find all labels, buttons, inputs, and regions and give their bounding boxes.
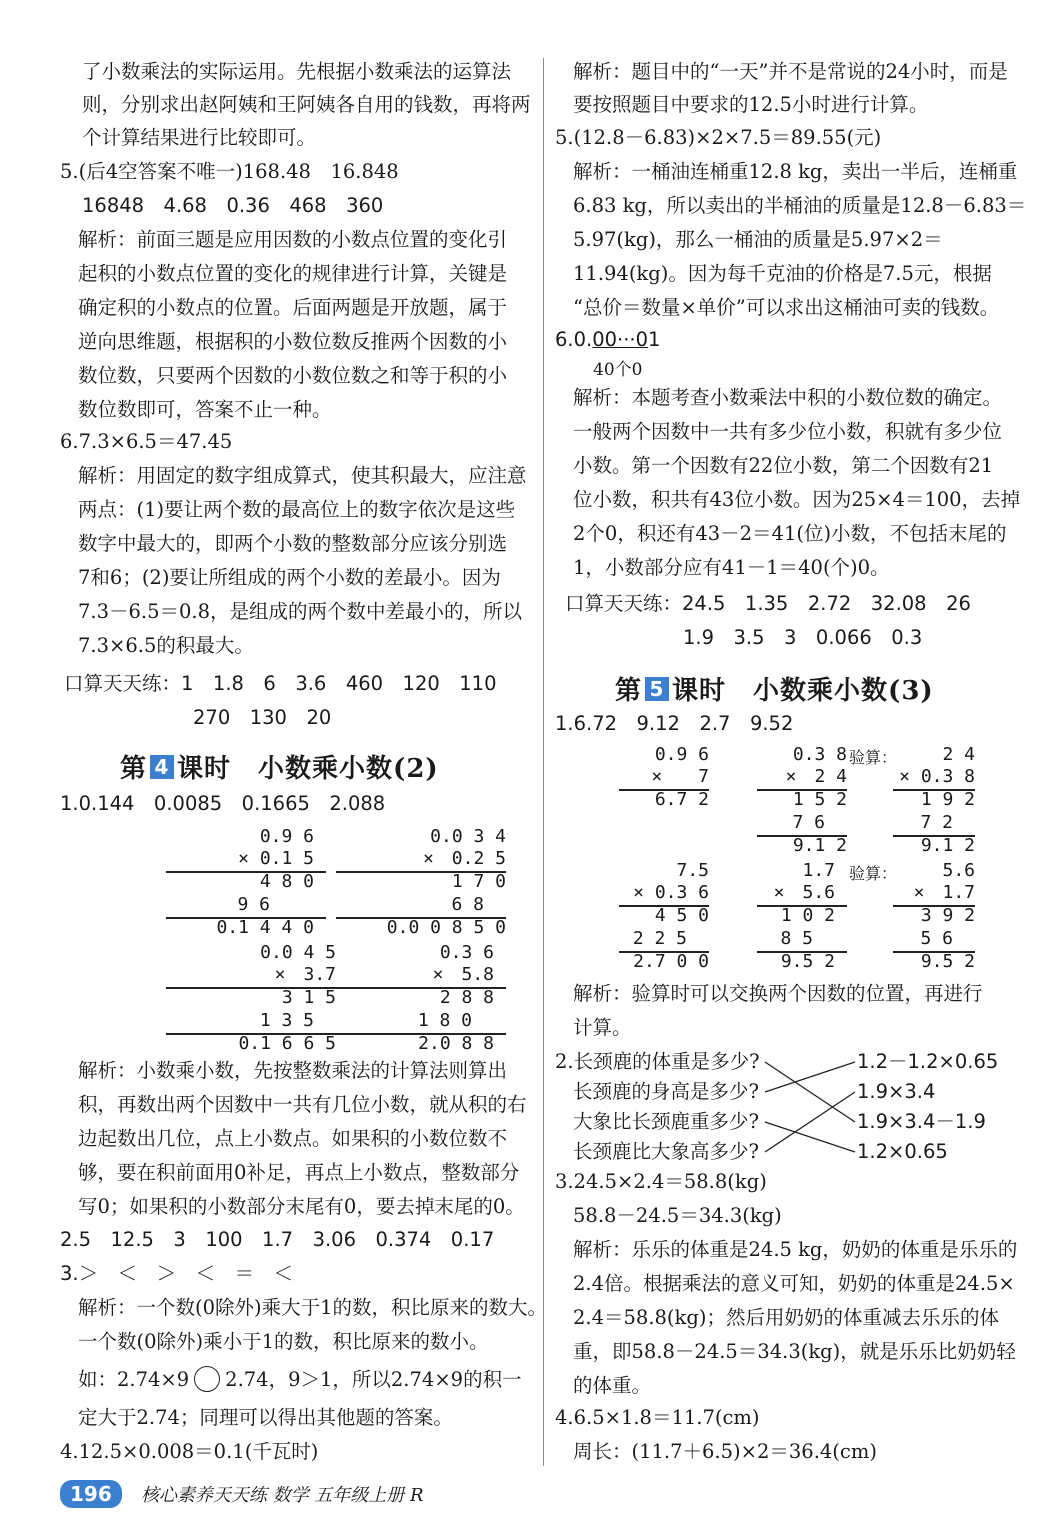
calc-line: 0.3 8 xyxy=(792,744,847,765)
text-line: 重，即58.8－24.5＝34.3(kg)，就是乐乐比奶奶轻 xyxy=(573,1340,1016,1363)
text-line: 11.94(kg)。因为每千克油的价格是7.5元，根据 xyxy=(573,262,992,285)
text-line: 数位数即可，答案不止一种。 xyxy=(78,398,332,421)
text-line: 要按照题目中要求的12.5小时进行计算。 xyxy=(573,93,929,116)
match-question: 2.长颈鹿的体重是多少? xyxy=(555,1050,760,1073)
text-line: 写0；如果积的小数部分末尾有0，要去掉末尾的0。 xyxy=(78,1195,525,1218)
calc-line: 3 1 5 xyxy=(281,987,336,1008)
check-label: 验算： xyxy=(849,864,898,883)
answer-6-zeros: 00···0 xyxy=(592,328,649,351)
text-line: 2.4倍。根据乘法的意义可知，奶奶的体重是24.5× xyxy=(573,1272,1015,1295)
text-line: 够，要在积前面用0补足，再点上小数点，整数部分 xyxy=(78,1161,520,1184)
example-prefix: 如：2.74×9 xyxy=(78,1368,190,1391)
text-line: 2.4＝58.8(kg)；然后用奶奶的体重减去乐乐的体 xyxy=(573,1306,999,1329)
section-1-answers: 1.6.72 9.12 2.7 9.52 xyxy=(555,712,794,735)
title-prefix: 第 xyxy=(615,676,643,706)
calc-line: 2 8 8 xyxy=(439,987,494,1008)
text-line: 解析：一桶油连桶重12.8 kg，卖出一半后，连桶重 xyxy=(573,160,1018,183)
text-line: 计算。 xyxy=(573,1016,632,1039)
match-answer: 1.9×3.4－1.9 xyxy=(857,1110,986,1133)
calc-line: × 5.6 xyxy=(773,882,835,903)
calc-line: 6.7 2 xyxy=(654,789,709,810)
calc-line: 0.1 6 6 5 xyxy=(238,1033,336,1054)
text-line: 解析：前面三题是应用因数的小数点位置的变化引 xyxy=(78,228,508,251)
calc-line: 7 6 xyxy=(792,812,825,833)
calc-line: 2.7 0 0 xyxy=(633,951,709,972)
text-line: 6.83 kg，所以卖出的半桶油的质量是12.8－6.83＝ xyxy=(573,194,1027,217)
lesson-number-badge: 4 xyxy=(150,755,174,779)
calc-line: 1 7 0 xyxy=(451,871,506,892)
text-line: 起积的小数点位置的变化的规律进行计算，关键是 xyxy=(78,262,508,285)
text-line: 了小数乘法的实际运用。先根据小数乘法的运算法 xyxy=(82,60,512,83)
match-question: 大象比长颈鹿重多少? xyxy=(573,1110,759,1133)
calc-line: 7.5 xyxy=(676,860,709,881)
answer-6-prefix: 6.0. xyxy=(555,328,593,351)
text-line: 1，小数部分应有41－1＝40(个)0。 xyxy=(573,556,890,579)
answer-5: 5.(12.8－6.83)×2×7.5＝89.55(元) xyxy=(555,126,882,149)
calc-line: 1 5 2 xyxy=(792,789,847,810)
calc-line: × 2 4 xyxy=(785,766,847,787)
text-line: 7.3×6.5的积最大。 xyxy=(78,634,254,657)
text-line: “总价＝数量×单价”可以求出这桶油可卖的钱数。 xyxy=(573,296,1000,319)
title-suffix: 课时 小数乘小数(3) xyxy=(672,676,934,706)
calc-line: 1 0 2 xyxy=(780,905,835,926)
calc-line: 4 8 0 xyxy=(259,871,314,892)
answer-6-last: 1 xyxy=(648,328,661,351)
text-line: 小数。第一个因数有22位小数，第二个因数有21 xyxy=(573,454,994,477)
calc-line: 9.1 2 xyxy=(920,835,975,856)
calc-line: 8 5 xyxy=(780,928,813,949)
match-answer: 1.2－1.2×0.65 xyxy=(857,1050,999,1073)
calc-line: × 0.1 5 xyxy=(238,848,314,869)
book-title: 核心素养天天练 数学 五年级上册 R xyxy=(140,1485,424,1506)
answer-3: 3.24.5×2.4＝58.8(kg) xyxy=(555,1170,767,1193)
text-line: 逆向思维题，根据积的小数位数反推两个因数的小 xyxy=(78,330,508,353)
calc-line: 6 8 xyxy=(451,894,484,915)
oral-practice-cont: 270 130 20 xyxy=(193,706,332,729)
text-line: 一个数(0除外)乘小于1的数，积比原来的数小。 xyxy=(78,1330,489,1353)
calc-line: 9.1 2 xyxy=(792,835,847,856)
answer-3-step: 58.8－24.5＝34.3(kg) xyxy=(573,1204,782,1227)
text-line: 数字中最大的，即两个小数的整数部分应该分别选 xyxy=(78,532,508,555)
section-2-answers: 2.5 12.5 3 100 1.7 3.06 0.374 0.17 xyxy=(60,1228,495,1251)
text-line: 解析：用固定的数字组成算式，使其积最大，应注意 xyxy=(78,464,527,487)
page-number: 196 xyxy=(60,1480,122,1508)
text-line xyxy=(78,1366,522,1394)
calc-line: 9.5 2 xyxy=(780,951,835,972)
text-line: 7和6；(2)要让所组成的两个小数的差最小。因为 xyxy=(78,566,501,589)
vertical-calc-b xyxy=(336,826,506,941)
match-question: 长颈鹿的身高是多少? xyxy=(573,1080,759,1103)
example-suffix: 2.74，9＞1，所以2.74×9的积一 xyxy=(225,1368,522,1391)
answer-4: 4.12.5×0.008＝0.1(千瓦时) xyxy=(60,1440,319,1463)
text-line: 解析：验算时可以交换两个因数的位置，再进行 xyxy=(573,982,983,1005)
answer-4: 4.6.5×1.8＝11.7(cm) xyxy=(555,1406,760,1429)
calc-line: × 5.8 xyxy=(432,964,494,985)
calc-line: 1 8 0 xyxy=(417,1010,472,1031)
calc-line: 0.0 0 8 5 0 xyxy=(386,917,506,938)
calc-line: 7 2 xyxy=(920,812,953,833)
text-line: 解析：小数乘小数，先按整数乘法的计算法则算出 xyxy=(78,1059,508,1082)
text-line: 则，分别求出赵阿姨和王阿姨各自用的钱数，再将两 xyxy=(82,93,531,116)
section-1-answers: 1.0.144 0.0085 0.1665 2.088 xyxy=(60,792,386,815)
text-line: 确定积的小数点的位置。后面两题是开放题，属于 xyxy=(78,296,508,319)
text-line: 边起数出几位，点上小数点。如果积的小数位数不 xyxy=(78,1127,508,1150)
calc-line: 0.3 6 xyxy=(439,942,494,963)
column-divider xyxy=(543,58,544,1466)
match-question: 长颈鹿比大象高多少? xyxy=(573,1140,759,1163)
calc-line: 1 9 2 xyxy=(920,789,975,810)
title-prefix: 第 xyxy=(120,754,148,784)
calc-line: 0.9 6 xyxy=(259,826,314,847)
answer-6: 6.7.3×6.5＝47.45 xyxy=(60,430,233,453)
page-footer xyxy=(60,1480,424,1508)
vertical-calc-d xyxy=(336,942,506,1057)
calc-line: 9 6 xyxy=(237,894,270,915)
answer-4-step: 周长：(11.7＋6.5)×2＝36.4(cm) xyxy=(573,1440,877,1463)
text-line: 2个0，积还有43－2＝41(位)小数，不包括末尾的 xyxy=(573,522,1007,545)
title-suffix: 课时 小数乘小数(2) xyxy=(177,754,439,784)
calc-line: 5.6 xyxy=(942,860,975,881)
calc-line: 2 2 5 xyxy=(632,928,687,949)
calc-line: × 3.7 xyxy=(274,964,336,985)
lesson-number-badge: 5 xyxy=(645,677,669,701)
calc-line: × 0.3 6 xyxy=(633,882,709,903)
vertical-calc-c xyxy=(166,942,336,1057)
calc-line: 9.5 2 xyxy=(920,951,975,972)
text-line: 两点：(1)要让两个数的最高位上的数字依次是这些 xyxy=(78,498,516,521)
answer-5-values: 16848 4.68 0.36 468 360 xyxy=(82,194,384,217)
text-line: 5.97(kg)，那么一桶油的质量是5.97×2＝ xyxy=(573,228,943,251)
calc-line: 1.7 xyxy=(802,860,835,881)
calc-line: 5 6 xyxy=(920,928,953,949)
text-line: 解析：乐乐的体重是24.5 kg，奶奶的体重是乐乐的 xyxy=(573,1238,1018,1261)
text-line: 个计算结果进行比较即可。 xyxy=(82,126,317,149)
calc-line: × 1.7 xyxy=(913,882,975,903)
calc-line: 0.1 4 4 0 xyxy=(216,917,314,938)
check-label: 验算： xyxy=(849,748,898,767)
calc-line: 0.9 6 xyxy=(654,744,709,765)
text-line: 一般两个因数中一共有多少位小数，积就有多少位 xyxy=(573,420,1003,443)
text-line: 积，再数出两个因数中一共有几位小数，就从积的右 xyxy=(78,1093,527,1116)
blank-circle xyxy=(194,1366,220,1392)
calc-line: 2.0 8 8 xyxy=(418,1033,494,1054)
text-line: 定大于2.74；同理可以得出其他题的答案。 xyxy=(78,1406,453,1429)
vertical-calc-a xyxy=(166,826,326,941)
calc-line: 1 3 5 xyxy=(259,1010,314,1031)
text-line: 7.3－6.5＝0.8，是组成的两个数中差最小的，所以 xyxy=(78,600,523,623)
calc-line: 0.0 3 4 xyxy=(430,826,506,847)
text-line: 解析：一个数(0除外)乘大于1的数，积比原来的数大。 xyxy=(78,1296,548,1319)
oral-practice-cont: 1.9 3.5 3 0.066 0.3 xyxy=(683,626,923,649)
text-line: 的体重。 xyxy=(573,1374,652,1397)
calc-line: × 0.3 8 xyxy=(899,766,975,787)
oral-practice: 口算天天练：24.5 1.35 2.72 32.08 26 xyxy=(565,592,971,615)
zero-count-note: 40个0 xyxy=(593,360,643,380)
text-line: 数位数，只要两个因数的小数位数之和等于积的小 xyxy=(78,364,508,387)
match-answer: 1.2×0.65 xyxy=(857,1140,948,1163)
calc-line: 4 5 0 xyxy=(654,905,709,926)
text-line: 解析：题目中的“一天”并不是常说的24小时，而是 xyxy=(573,60,1008,83)
lesson-title-4 xyxy=(120,748,439,785)
oral-practice: 口算天天练：1 1.8 6 3.6 460 120 110 xyxy=(64,672,497,695)
calc-line: 3 9 2 xyxy=(920,905,975,926)
calc-line: 0.0 4 5 xyxy=(260,942,336,963)
calc-line: × 0.2 5 xyxy=(422,848,506,869)
calc-line: × 7 xyxy=(651,766,709,787)
text-line: 解析：本题考查小数乘法中积的小数位数的确定。 xyxy=(573,386,1003,409)
match-answer: 1.9×3.4 xyxy=(857,1080,936,1103)
calc-line: 2 4 xyxy=(942,744,975,765)
answer-5: 5.(后4空答案不唯一)168.48 16.848 xyxy=(60,160,399,183)
text-line: 位小数，积共有43位小数。因为25×4＝100，去掉 xyxy=(573,488,1021,511)
section-3-answers: 3.＞ ＜ ＞ ＜ ＝ ＜ xyxy=(60,1262,294,1285)
